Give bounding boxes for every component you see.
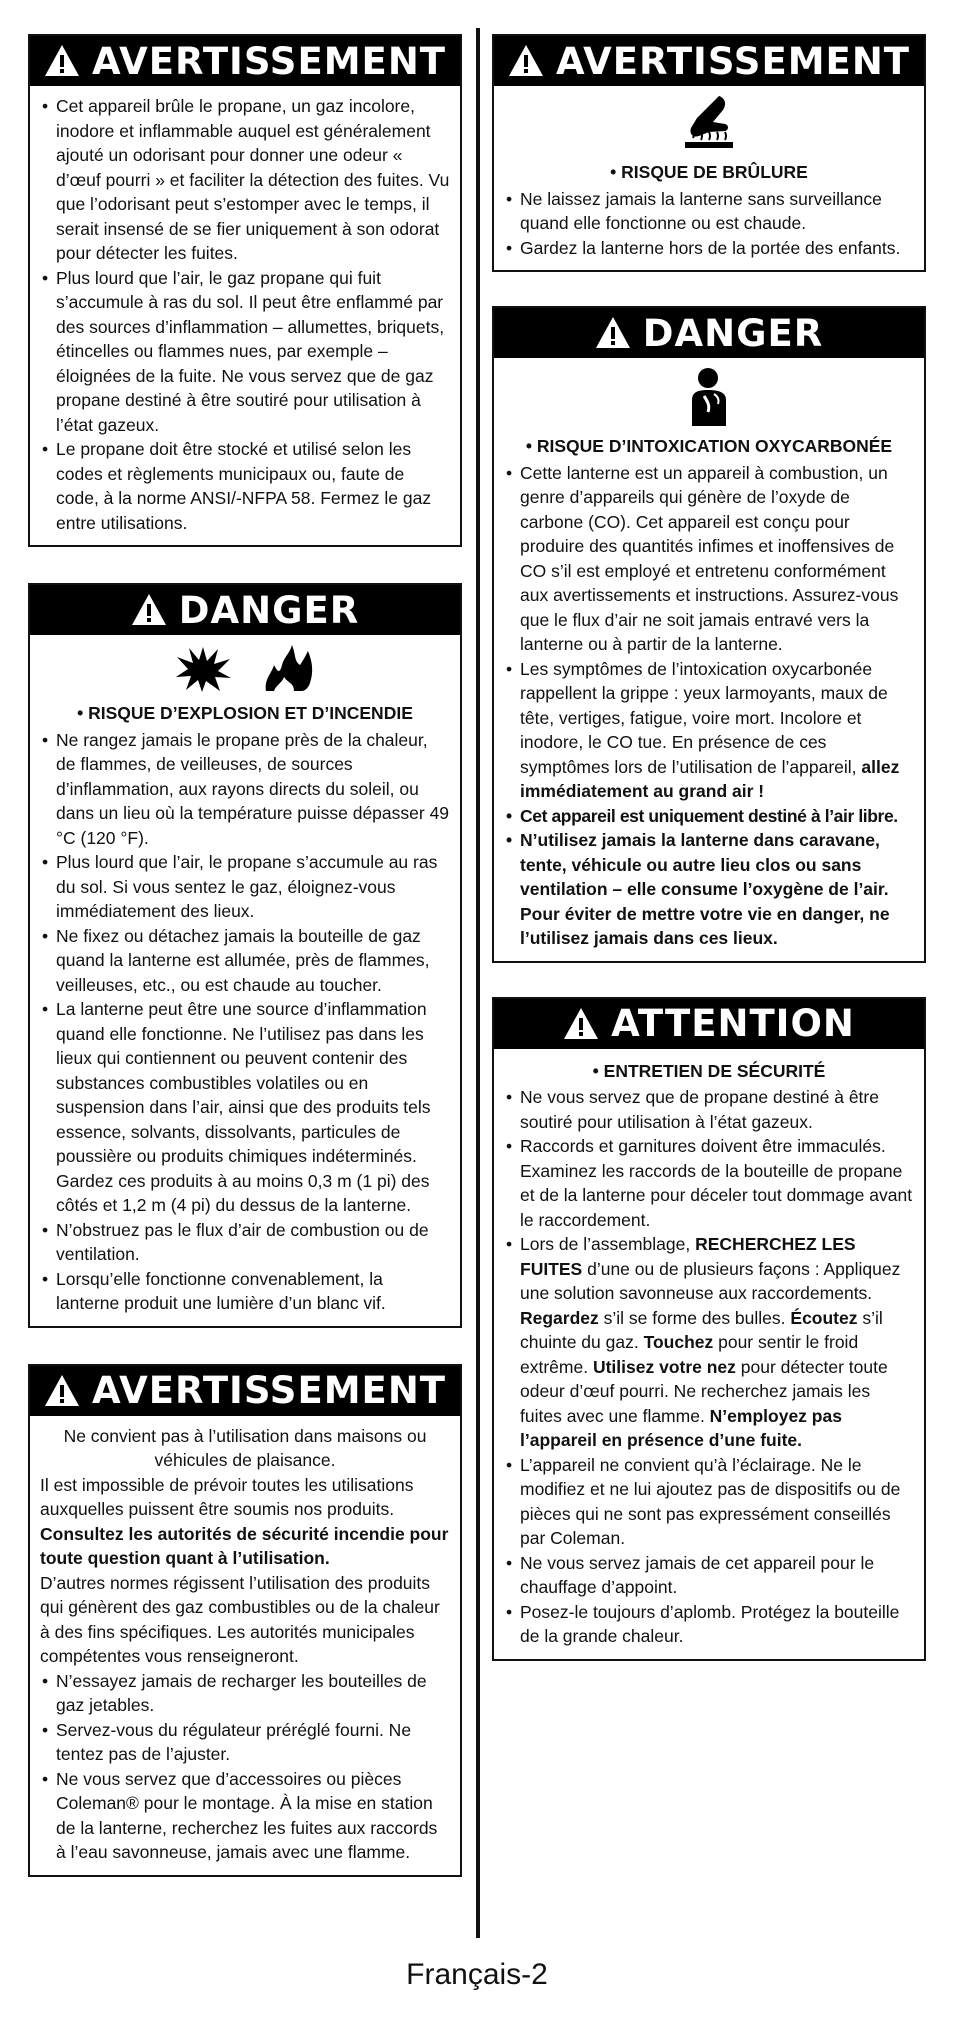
list-item-bold-text: RECHERCHEZ LES FUITES xyxy=(520,1234,856,1279)
list-item: • Plus lourd que l’air, le propane s’accumule au ras du sol. Si vous sentez le gaz, éloignez-vous immédiatement des lieux. xyxy=(40,850,450,924)
list-item-bold-text: N’employez pas l’appareil en présence d’une fuite. xyxy=(520,1405,842,1450)
attention-header xyxy=(494,999,924,1049)
list-item-bold-text: Écoutez xyxy=(790,1307,858,1328)
warning-title: AVERTISSEMENT xyxy=(91,1369,447,1412)
list-item: • Posez-le toujours d’aplomb. Protégez la bouteille de la grande chaleur. xyxy=(504,1600,914,1649)
warning-body xyxy=(30,86,460,545)
list-item: • L’appareil ne convient qu’à l’éclairage. Ne le modifiez et ne lui ajoutez pas de dispositifs ou de pièces qui ne sont pas expressément conseillés par Coleman. xyxy=(504,1453,914,1551)
warning-intro: Ne convient pas à l’utilisation dans maisons ou véhicules de plaisance. xyxy=(63,1425,427,1470)
warning-header xyxy=(30,1366,460,1416)
list-item: • Le propane doit être stocké et utilisé selon les codes et règlements municipaux ou, faute de code, à la norme ANSI/-NFPA 58. Fermez le gaz entre utilisations. xyxy=(40,437,450,535)
danger-body xyxy=(30,697,460,1326)
list-item: • Cette lanterne est un appareil à combustion, un genre d’appareils qui génère de l’oxyde de carbone (CO). Cet appareil est conçu pour produire des quantités infimes et inoffensives de CO s’il est employé et entretenu conformément aux avertissements et instructions. Assurez-vous que le flux d’air ne soit jamais entravé vers la lanterne ou à partir de la lanterne. xyxy=(504,461,914,657)
danger-title: DANGER xyxy=(178,588,360,632)
list-item: • Gardez la lanterne hors de la portée des enfants. xyxy=(504,236,914,261)
warning-paragraph xyxy=(40,1473,450,1571)
danger-header xyxy=(494,308,924,358)
list-item-text: s’il chuinte du gaz. xyxy=(520,1307,883,1352)
list-item: • Cet appareil est uniquement destiné à l’air libre. xyxy=(504,804,914,829)
warning-title: AVERTISSEMENT xyxy=(91,39,447,83)
paragraph-text: Il est impossible de prévoir toutes les utilisations auxquelles puissent être soumis nos produits. xyxy=(40,1474,414,1519)
list-item: • N’obstruez pas le flux d’air de combustion ou de ventilation. xyxy=(40,1218,450,1267)
warning-box-propane xyxy=(28,34,462,547)
warning-box-usage xyxy=(28,1364,462,1877)
list-item xyxy=(504,1232,914,1453)
list-item: • Ne laissez jamais la lanterne sans surveillance quand elle fonctionne ou est chaude. xyxy=(504,187,914,236)
list-item: • Plus lourd que l’air, le gaz propane qui fuit s’accumule à ras du sol. Il peut être enflammé par des sources d’inflammation – allumettes, briquets, étincelles ou flammes nues, par exemple – éloignées de la fuite. Ne vous servez que de gaz propane destiné à être soutiré pour utilisation à l’état gazeux. xyxy=(40,266,450,438)
list-item xyxy=(504,657,914,804)
column-divider xyxy=(476,28,480,1938)
list-item-text: Les symptômes de l’intoxication oxycarbonée rappellent la grippe : yeux larmoyants, maux de tête, vertiges, fatigue, voire mort. Incolore et inodore, le CO tue. En présence de ces symptômes lors de l’utilisation de l’appareil, xyxy=(520,658,888,777)
paragraph-bold-text: Consultez les autorités de sécurité incendie pour toute question quant à l’utilisation. xyxy=(40,1523,449,1568)
list-item-bold-text: allez immédiatement au grand air ! xyxy=(520,756,900,801)
danger-subtitle: • RISQUE D’EXPLOSION ET D’INCENDIE xyxy=(77,703,413,723)
list-item: • Lorsqu’elle fonctionne convenablement, la lanterne produit une lumière d’un blanc vif. xyxy=(40,1267,450,1316)
co-poisoning-person-icon xyxy=(494,358,924,430)
warning-triangle-icon xyxy=(595,315,631,351)
list-item-bold-text: Touchez xyxy=(643,1332,714,1352)
explosion-icon xyxy=(174,643,232,693)
attention-subtitle: • ENTRETIEN DE SÉCURITÉ xyxy=(592,1060,826,1081)
list-item-text: s’il se forme des bulles. xyxy=(598,1307,791,1328)
hot-surface-hand-icon xyxy=(494,86,924,156)
danger-body xyxy=(494,430,924,961)
list-item-bold-text: Regardez xyxy=(520,1307,599,1328)
list-item: • Ne vous servez jamais de cet appareil pour le chauffage d’appoint. xyxy=(504,1551,914,1600)
warning-header xyxy=(494,36,924,86)
danger-header xyxy=(30,585,460,635)
list-item: • Ne fixez ou détachez jamais la bouteille de gaz quand la lanterne est allumée, près de flammes, veilleuses, etc., ou est chaude au toucher. xyxy=(40,924,450,998)
hazard-icons xyxy=(30,635,460,697)
list-item: • N’utilisez jamais la lanterne dans caravane, tente, véhicule ou autre lieu clos ou sans ventilation – elle consume l’oxygène de l’air. Pour éviter de mettre votre vie en danger, ne l’utilisez jamais dans ces lieux. xyxy=(504,828,914,951)
page-footer: Français-2 xyxy=(406,1958,548,1991)
warning-box-burn xyxy=(492,34,926,272)
list-item: • N’essayez jamais de recharger les bouteilles de gaz jetables. xyxy=(40,1669,450,1718)
attention-body xyxy=(494,1049,924,1659)
list-item: • La lanterne peut être une source d’inflammation quand elle fonctionne. Ne l’utilisez pas dans les lieux qui contiennent ou peuvent contenir des substances combustibles volatiles ou en suspension dans l’air, ainsi que des produits tels essence, solvants, dissolvants, particules de poussière ou produits chimiques indéterminés. Gardez ces produits à au moins 0,3 m (1 pi) des côtés et 1,2 m (4 pi) du dessus de la lanterne. xyxy=(40,997,450,1218)
warning-triangle-icon xyxy=(563,1006,599,1042)
warning-paragraph: D’autres normes régissent l’utilisation des produits qui génèrent des gaz combustibles ou de la chaleur à des fins spécifiques. Les autorités municipales compétentes vous renseigneront. xyxy=(40,1572,440,1666)
danger-box-explosion xyxy=(28,583,462,1328)
list-item: • Servez-vous du régulateur préréglé fourni. Ne tentez pas de l’ajuster. xyxy=(40,1718,450,1767)
warning-triangle-icon xyxy=(44,1373,80,1409)
left-column xyxy=(28,34,462,1917)
danger-subtitle: • RISQUE D’INTOXICATION OXYCARBONÉE xyxy=(525,436,893,456)
list-item: • Cet appareil brûle le propane, un gaz incolore, inodore et inflammable auquel est généralement ajouté un odorisant pour donner une odeur « d’œuf pourri » et faciliter la détection des fuites. Vu que l’odorisant peut s’estomper avec le temps, il serait insensé de se fier uniquement à son odorat pour détecter les fuites. xyxy=(40,94,450,266)
warning-title: AVERTISSEMENT xyxy=(555,39,911,83)
warning-header xyxy=(30,36,460,86)
list-item-text: pour sentir le froid extrême. xyxy=(520,1332,859,1377)
warning-body xyxy=(30,1416,460,1875)
list-item-text: d’une ou de plusieurs façons : Appliquez une solution savonneuse aux raccordements. xyxy=(520,1258,901,1303)
list-item-text: pour détecter toute odeur d’œuf pourri. Ne recherchez jamais les fuites avec une flamme. xyxy=(520,1356,888,1426)
list-item: • Ne vous servez que d’accessoires ou pièces Coleman® pour le montage. À la mise en station de la lanterne, recherchez les fuites aux raccords à l’eau savonneuse, jamais avec une flamme. xyxy=(40,1767,450,1865)
warning-triangle-icon xyxy=(131,592,167,628)
danger-title: DANGER xyxy=(642,311,824,355)
list-item: • Ne vous servez que de propane destiné à être soutiré pour utilisation à l’état gazeux. xyxy=(504,1085,914,1134)
warning-subtitle: • RISQUE DE BRÛLURE xyxy=(610,162,808,182)
danger-box-co xyxy=(492,306,926,963)
list-item-bold-text: Utilisez votre nez xyxy=(592,1356,736,1377)
attention-box xyxy=(492,997,926,1661)
list-item: • Ne rangez jamais le propane près de la chaleur, de flammes, de veilleuses, de sources d’inflammation, aux rayons directs du soleil, ou dans un lieu où la température puisse dépasser 49 °C (120 °F). xyxy=(40,728,450,851)
warning-triangle-icon xyxy=(44,43,80,79)
list-item-text: Lors de l’assemblage, xyxy=(520,1234,696,1254)
warning-triangle-icon xyxy=(508,43,544,79)
fire-icon xyxy=(260,643,316,693)
list-item: • Raccords et garnitures doivent être immaculés. Examinez les raccords de la bouteille de propane et de la lanterne pour déceler tout dommage avant le raccordement. xyxy=(504,1134,914,1232)
warning-body xyxy=(494,156,924,270)
right-column xyxy=(492,34,926,1701)
attention-title: ATTENTION xyxy=(611,1002,855,1045)
